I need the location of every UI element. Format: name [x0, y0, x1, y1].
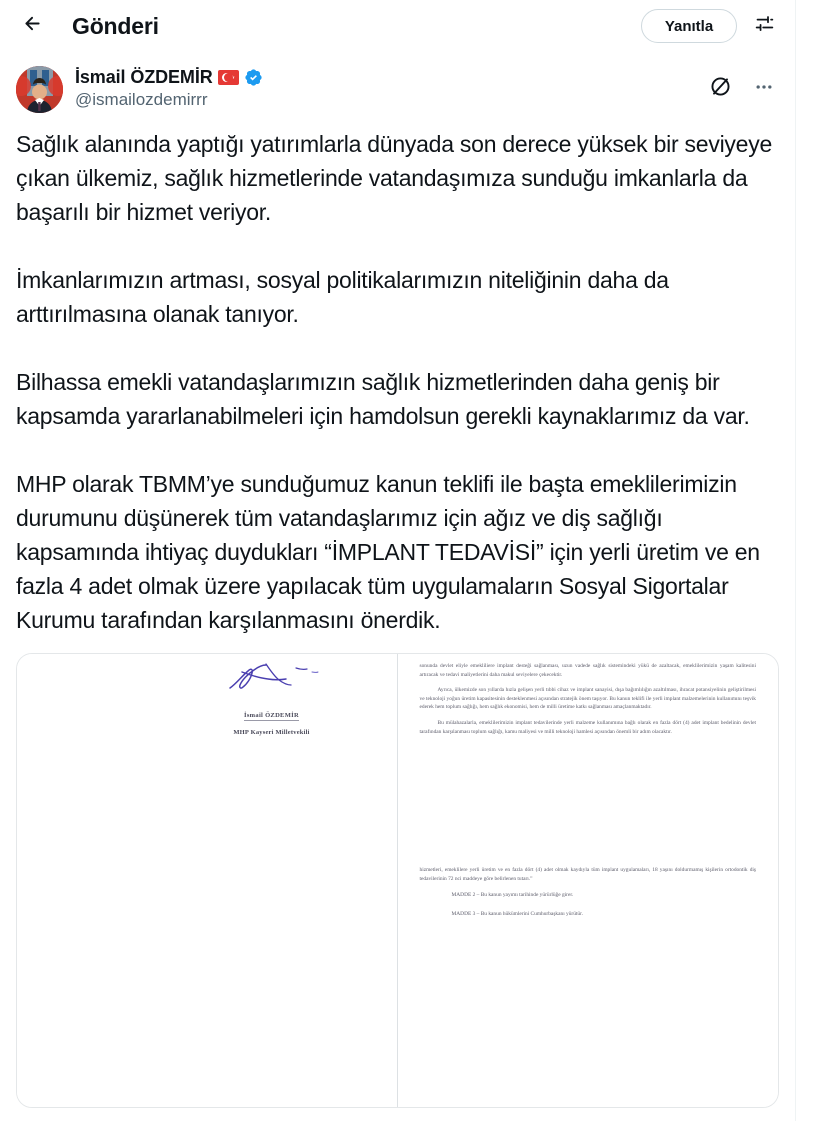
document-text-lower: [420, 866, 757, 928]
avatar[interactable]: [16, 66, 63, 113]
post-container: [0, 52, 795, 1108]
document-paragraph: sonunda devlet eliyle emekliliere implant desteği sağlanması, uzun vadede sağlık sistemindeki yükü de azaltacak, emeklilerimizin yaşam kalitesini artıracak ve tedavi maliyetlerini daha makul seviyelere çekecektir.: [419, 663, 756, 678]
post-media-image[interactable]: [16, 653, 779, 1108]
signature-name: İsmail ÖZDEMİR: [244, 712, 299, 719]
document-article-3: MADDE 3 – Bu kanun hükümlerini Cumhurbaşkanı yürütür.: [451, 910, 583, 917]
signature-role: MHP Kayseri Milletvekili: [233, 729, 310, 736]
post-paragraph-3: Bilhassa emekli vatandaşlarımızın sağlık hizmetlerinden daha geniş bir kapsamda yararlanabilmeleri için hamdolsun gerekli kaynaklarımız da var.: [16, 369, 750, 429]
page-header: [0, 0, 795, 52]
document-page-right: [398, 654, 779, 1107]
grok-icon: [709, 75, 732, 103]
post-text: [16, 127, 779, 637]
author-row: [16, 56, 779, 115]
post-paragraph-1: Sağlık alanında yaptığı yatırımlarla dünyada son derece yüksek bir seviyeye çıkan ülkemiz, sağlık hizmetlerinde vatandaşımıza sunduğu imkanlarla da başarılı bir hizmet veriyor.: [16, 131, 773, 225]
name-line: [75, 67, 705, 89]
reply-button[interactable]: Yanıtla: [641, 9, 737, 43]
verified-badge-icon[interactable]: [244, 68, 263, 87]
post-paragraph-2: İmkanlarımızın artması, sosyal politikalarımızın niteliğinin daha da arttırılmasına olanak tanıyor.: [16, 267, 669, 327]
signature-name-wrapper: [167, 704, 377, 722]
signature-icon: [167, 658, 377, 702]
post-paragraph-4: MHP olarak TBMM’ye sunduğumuz kanun teklifi ile başta emeklilerimizin durumunu düşünerek tüm vatandaşlarımız için ağız ve diş sağlığı kapsamında ihtiyaç duydukları “İMPLANT TEDAVİSİ” için yerli üretim ve en fazla 4 adet olmak üzere yapılacak tüm uygulamaların Sosyal Sigortalar Kurumu tarafından karşılanmasını önerdik.: [16, 471, 760, 633]
author-actions: [705, 66, 779, 104]
sliders-icon: [754, 13, 775, 39]
more-options-button[interactable]: [749, 74, 779, 104]
page-title: Gönderi: [72, 12, 159, 39]
document-page-left: [17, 654, 398, 1107]
settings-button[interactable]: [747, 9, 781, 43]
back-button[interactable]: [14, 8, 50, 44]
document-text-upper: [420, 662, 757, 743]
signature-block: [167, 658, 377, 736]
author-names: [75, 66, 705, 110]
document-paragraph: Bu mülahazalarla, emeklilerimizin implant tedavilerinde yerli malzeme kullanımına bağlı olarak en fazla dört (4) adet implant bedelinin devlet tarafından karşılanması toplum sağlığı, kamu maliyesi ve milli teknoloji hamlesi açısından önemli bir adım olacaktır.: [419, 719, 756, 735]
column-divider: [795, 0, 796, 1121]
document-article-2: MADDE 2 – Bu kanun yayımı tarihinde yürürlüğe girer.: [451, 892, 574, 899]
grok-button[interactable]: [705, 74, 735, 104]
document-paragraph: hizmetleri, emeklilere yerli üretim ve en fazla dört (4) adet olmak kaydıyla tüm implant uygulamaları, 18 yaşını doldurmamış kişilerin ortodontik diş tedavilerinin 72 nci maddeye göre belirlenen tutarı.”: [419, 867, 756, 882]
turkish-flag-icon: [218, 70, 239, 85]
arrow-left-icon: [22, 13, 43, 39]
more-options-icon: [754, 77, 774, 102]
author-handle[interactable]: @ismailozdemirrr: [75, 89, 208, 109]
document-paragraph: Ayrıca, ülkemizde son yıllarda hızla gelişen yerli tıbbi cihaz ve implant sanayisi, dışa bağımlılığın azaltılması, ihracat potansiyelinin geliştirilmesi ve teknoloji yoğun üretim kapasitesinin desteklenmesi açısından stratejik önem taşıyor. Bu kanun teklifi ile yerli implant malzemelerinin kullanımını teşvik ederek hem toplum sağlığı, hem sağlık ekonomisi, hem de milli üretime katkı sağlanması amaçlanmaktadır.: [419, 687, 756, 711]
display-name[interactable]: İsmail ÖZDEMİR: [75, 67, 213, 87]
